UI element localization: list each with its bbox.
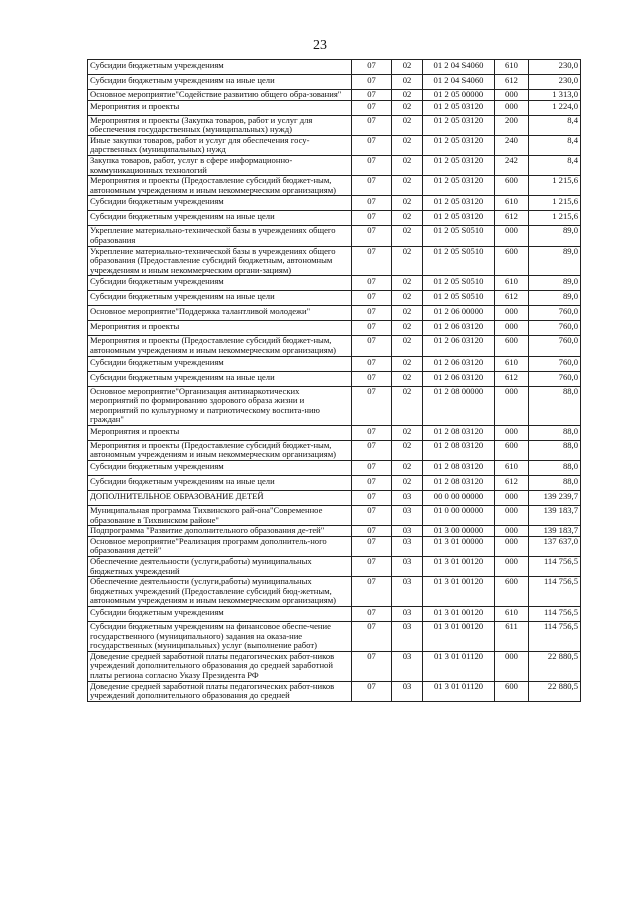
target-code-cell: 01 2 05 03120 xyxy=(423,211,495,226)
amount-cell: 139 239,7 xyxy=(529,491,581,506)
expense-type-cell: 610 xyxy=(495,607,529,622)
expense-type-cell: 000 xyxy=(495,306,529,321)
amount-cell: 1 224,0 xyxy=(529,100,581,115)
amount-cell: 88,0 xyxy=(529,386,581,425)
row-name-cell: Укрепление материально-технической базы в учреждениях общего образования xyxy=(88,226,352,246)
subsection-code-cell: 02 xyxy=(392,90,423,101)
row-name-cell: Субсидии бюджетным учреждениям на иные цели xyxy=(88,371,352,386)
section-code-cell: 07 xyxy=(352,135,392,155)
row-name-cell: Субсидии бюджетным учреждениям на иные цели xyxy=(88,75,352,90)
row-name-cell: Основное мероприятие"Реализация программ дополнитель-ного образования детей" xyxy=(88,536,352,556)
target-code-cell: 01 2 08 00000 xyxy=(423,386,495,425)
table-row xyxy=(88,476,581,491)
expense-type-cell: 612 xyxy=(495,476,529,491)
table-row xyxy=(88,115,581,135)
subsection-code-cell: 02 xyxy=(392,155,423,175)
subsection-code-cell: 02 xyxy=(392,226,423,246)
row-name-cell: Доведение средней заработной платы педагогических работ-ников учреждений дополнительного образования до средней заработной платы региона согласно Указу Президента РФ xyxy=(88,651,352,681)
amount-cell: 230,0 xyxy=(529,75,581,90)
table-row xyxy=(88,246,581,276)
section-code-cell: 07 xyxy=(352,246,392,276)
target-code-cell: 01 2 04 S4060 xyxy=(423,75,495,90)
amount-cell: 88,0 xyxy=(529,476,581,491)
section-code-cell: 07 xyxy=(352,476,392,491)
table-row xyxy=(88,90,581,101)
target-code-cell: 01 3 01 00120 xyxy=(423,557,495,577)
target-code-cell: 01 3 01 00120 xyxy=(423,607,495,622)
section-code-cell: 07 xyxy=(352,155,392,175)
subsection-code-cell: 03 xyxy=(392,491,423,506)
subsection-code-cell: 03 xyxy=(392,506,423,526)
amount-cell: 88,0 xyxy=(529,440,581,460)
row-name-cell: Подпрограмма "Развитие дополнительного образования де-тей" xyxy=(88,526,352,537)
section-code-cell: 07 xyxy=(352,291,392,306)
row-name-cell: Основное мероприятие"Поддержка талантливой молодежи" xyxy=(88,306,352,321)
expense-type-cell: 612 xyxy=(495,291,529,306)
subsection-code-cell: 02 xyxy=(392,336,423,356)
row-name-cell: Обеспечение деятельности (услуги,работы) муниципальных бюджетных учреждений xyxy=(88,557,352,577)
expense-type-cell: 000 xyxy=(495,321,529,336)
row-name-cell: Субсидии бюджетным учреждениям xyxy=(88,461,352,476)
target-code-cell: 01 2 05 00000 xyxy=(423,90,495,101)
row-name-cell: Субсидии бюджетным учреждениям xyxy=(88,196,352,211)
table-row xyxy=(88,622,581,652)
expense-type-cell: 600 xyxy=(495,577,529,607)
row-name-cell: Субсидии бюджетным учреждениям xyxy=(88,60,352,75)
section-code-cell: 07 xyxy=(352,306,392,321)
subsection-code-cell: 02 xyxy=(392,356,423,371)
target-code-cell: 01 2 08 03120 xyxy=(423,425,495,440)
amount-cell: 760,0 xyxy=(529,356,581,371)
row-name-cell: Мероприятия и проекты (Предоставление субсидий бюджет-ным, автономным учреждениям и иным некоммерческим организациям) xyxy=(88,336,352,356)
row-name-cell: Мероприятия и проекты (Предоставление субсидий бюджет-ным, автономным учреждениям и иным некоммерческим организациям) xyxy=(88,440,352,460)
subsection-code-cell: 03 xyxy=(392,526,423,537)
table-row xyxy=(88,336,581,356)
section-code-cell: 07 xyxy=(352,90,392,101)
amount-cell: 139 183,7 xyxy=(529,506,581,526)
table-row xyxy=(88,371,581,386)
amount-cell: 760,0 xyxy=(529,306,581,321)
target-code-cell: 01 2 05 03120 xyxy=(423,115,495,135)
table-row xyxy=(88,557,581,577)
table-row xyxy=(88,291,581,306)
expense-type-cell: 240 xyxy=(495,135,529,155)
table-row xyxy=(88,651,581,681)
amount-cell: 760,0 xyxy=(529,336,581,356)
expense-type-cell: 610 xyxy=(495,356,529,371)
expense-type-cell: 612 xyxy=(495,75,529,90)
amount-cell: 760,0 xyxy=(529,371,581,386)
row-name-cell: Закупка товаров, работ, услуг в сфере информационно-коммуникационных технологий xyxy=(88,155,352,175)
expense-type-cell: 600 xyxy=(495,176,529,196)
subsection-code-cell: 03 xyxy=(392,651,423,681)
target-code-cell: 01 0 00 00000 xyxy=(423,506,495,526)
table-row xyxy=(88,386,581,425)
subsection-code-cell: 02 xyxy=(392,211,423,226)
table-row xyxy=(88,356,581,371)
table-row xyxy=(88,440,581,460)
amount-cell: 230,0 xyxy=(529,60,581,75)
expense-type-cell: 610 xyxy=(495,461,529,476)
section-code-cell: 07 xyxy=(352,607,392,622)
table-row xyxy=(88,135,581,155)
expense-type-cell: 000 xyxy=(495,425,529,440)
budget-table xyxy=(87,59,581,702)
target-code-cell: 00 0 00 00000 xyxy=(423,491,495,506)
row-name-cell: Укрепление материально-технической базы в учреждениях общего образования (Предоставление субсидий бюджетным, автономным учреждениям и иным некоммерческим органи-зациям) xyxy=(88,246,352,276)
section-code-cell: 07 xyxy=(352,440,392,460)
amount-cell: 114 756,5 xyxy=(529,577,581,607)
target-code-cell: 01 2 04 S4060 xyxy=(423,60,495,75)
budget-table-body xyxy=(88,60,581,702)
amount-cell: 8,4 xyxy=(529,115,581,135)
subsection-code-cell: 03 xyxy=(392,577,423,607)
subsection-code-cell: 03 xyxy=(392,681,423,701)
row-name-cell: Мероприятия и проекты xyxy=(88,321,352,336)
amount-cell: 8,4 xyxy=(529,155,581,175)
section-code-cell: 07 xyxy=(352,356,392,371)
section-code-cell: 07 xyxy=(352,461,392,476)
target-code-cell: 01 3 01 00120 xyxy=(423,622,495,652)
table-row xyxy=(88,100,581,115)
section-code-cell: 07 xyxy=(352,681,392,701)
row-name-cell: Мероприятия и проекты (Предоставление субсидий бюджет-ным, автономным учреждениям и иным некоммерческим организациям) xyxy=(88,176,352,196)
amount-cell: 137 637,0 xyxy=(529,536,581,556)
subsection-code-cell: 02 xyxy=(392,306,423,321)
subsection-code-cell: 02 xyxy=(392,276,423,291)
section-code-cell: 07 xyxy=(352,651,392,681)
row-name-cell: Основное мероприятие"Содействие развитию общего обра-зования" xyxy=(88,90,352,101)
target-code-cell: 01 3 00 00000 xyxy=(423,526,495,537)
row-name-cell: Субсидии бюджетным учреждениям xyxy=(88,276,352,291)
expense-type-cell: 600 xyxy=(495,336,529,356)
section-code-cell: 07 xyxy=(352,115,392,135)
section-code-cell: 07 xyxy=(352,226,392,246)
table-row xyxy=(88,425,581,440)
target-code-cell: 01 2 05 03120 xyxy=(423,196,495,211)
amount-cell: 89,0 xyxy=(529,291,581,306)
table-row xyxy=(88,461,581,476)
table-row xyxy=(88,526,581,537)
expense-type-cell: 000 xyxy=(495,536,529,556)
subsection-code-cell: 02 xyxy=(392,60,423,75)
expense-type-cell: 200 xyxy=(495,115,529,135)
target-code-cell: 01 2 08 03120 xyxy=(423,461,495,476)
amount-cell: 1 215,6 xyxy=(529,211,581,226)
subsection-code-cell: 03 xyxy=(392,557,423,577)
expense-type-cell: 000 xyxy=(495,526,529,537)
expense-type-cell: 610 xyxy=(495,60,529,75)
expense-type-cell: 600 xyxy=(495,246,529,276)
target-code-cell: 01 2 05 03120 xyxy=(423,176,495,196)
section-code-cell: 07 xyxy=(352,321,392,336)
subsection-code-cell: 02 xyxy=(392,291,423,306)
section-code-cell: 07 xyxy=(352,491,392,506)
subsection-code-cell: 02 xyxy=(392,100,423,115)
amount-cell: 89,0 xyxy=(529,246,581,276)
table-row xyxy=(88,306,581,321)
target-code-cell: 01 3 01 01120 xyxy=(423,681,495,701)
subsection-code-cell: 02 xyxy=(392,115,423,135)
section-code-cell: 07 xyxy=(352,371,392,386)
expense-type-cell: 000 xyxy=(495,100,529,115)
amount-cell: 760,0 xyxy=(529,321,581,336)
target-code-cell: 01 2 06 03120 xyxy=(423,336,495,356)
target-code-cell: 01 2 06 03120 xyxy=(423,356,495,371)
subsection-code-cell: 02 xyxy=(392,371,423,386)
expense-type-cell: 611 xyxy=(495,622,529,652)
target-code-cell: 01 2 06 00000 xyxy=(423,306,495,321)
amount-cell: 1 215,6 xyxy=(529,176,581,196)
section-code-cell: 07 xyxy=(352,60,392,75)
section-code-cell: 07 xyxy=(352,211,392,226)
target-code-cell: 01 3 01 00000 xyxy=(423,536,495,556)
expense-type-cell: 612 xyxy=(495,371,529,386)
expense-type-cell: 610 xyxy=(495,276,529,291)
target-code-cell: 01 2 08 03120 xyxy=(423,476,495,491)
target-code-cell: 01 2 05 S0510 xyxy=(423,291,495,306)
subsection-code-cell: 02 xyxy=(392,246,423,276)
expense-type-cell: 000 xyxy=(495,90,529,101)
section-code-cell: 07 xyxy=(352,176,392,196)
expense-type-cell: 612 xyxy=(495,211,529,226)
row-name-cell: Муниципальная программа Тихвинского рай-она"Современное образование в Тихвинском районе" xyxy=(88,506,352,526)
expense-type-cell: 000 xyxy=(495,651,529,681)
amount-cell: 22 880,5 xyxy=(529,681,581,701)
row-name-cell: Субсидии бюджетным учреждениям xyxy=(88,607,352,622)
target-code-cell: 01 2 06 03120 xyxy=(423,321,495,336)
section-code-cell: 07 xyxy=(352,557,392,577)
row-name-cell: Субсидии бюджетным учреждениям на финансовое обеспе-чение государственного (муниципального) задания на оказа-ние государственных (муниципальных) услуг (выполнение работ) xyxy=(88,622,352,652)
table-row xyxy=(88,211,581,226)
amount-cell: 114 756,5 xyxy=(529,622,581,652)
expense-type-cell: 000 xyxy=(495,557,529,577)
section-code-cell: 07 xyxy=(352,100,392,115)
target-code-cell: 01 3 01 00120 xyxy=(423,577,495,607)
row-name-cell: Мероприятия и проекты xyxy=(88,100,352,115)
row-name-cell: Субсидии бюджетным учреждениям на иные цели xyxy=(88,291,352,306)
row-name-cell: Доведение средней заработной платы педагогических работ-ников учреждений дополнительного образования до средней xyxy=(88,681,352,701)
table-row xyxy=(88,176,581,196)
subsection-code-cell: 02 xyxy=(392,196,423,211)
target-code-cell: 01 2 05 S0510 xyxy=(423,276,495,291)
table-row xyxy=(88,276,581,291)
amount-cell: 89,0 xyxy=(529,276,581,291)
table-row xyxy=(88,607,581,622)
table-row xyxy=(88,491,581,506)
amount-cell: 139 183,7 xyxy=(529,526,581,537)
page-number: 23 xyxy=(313,38,327,53)
section-code-cell: 07 xyxy=(352,75,392,90)
amount-cell: 1 215,6 xyxy=(529,196,581,211)
amount-cell: 89,0 xyxy=(529,226,581,246)
target-code-cell: 01 2 05 03120 xyxy=(423,135,495,155)
table-row xyxy=(88,681,581,701)
expense-type-cell: 600 xyxy=(495,681,529,701)
target-code-cell: 01 2 05 S0510 xyxy=(423,226,495,246)
amount-cell: 1 313,0 xyxy=(529,90,581,101)
expense-type-cell: 000 xyxy=(495,506,529,526)
subsection-code-cell: 02 xyxy=(392,176,423,196)
subsection-code-cell: 02 xyxy=(392,75,423,90)
expense-type-cell: 000 xyxy=(495,386,529,425)
subsection-code-cell: 03 xyxy=(392,536,423,556)
target-code-cell: 01 2 08 03120 xyxy=(423,440,495,460)
target-code-cell: 01 2 05 03120 xyxy=(423,155,495,175)
expense-type-cell: 610 xyxy=(495,196,529,211)
expense-type-cell: 000 xyxy=(495,226,529,246)
row-name-cell: Субсидии бюджетным учреждениям xyxy=(88,356,352,371)
table-row xyxy=(88,196,581,211)
target-code-cell: 01 2 05 03120 xyxy=(423,100,495,115)
subsection-code-cell: 03 xyxy=(392,622,423,652)
amount-cell: 22 880,5 xyxy=(529,651,581,681)
target-code-cell: 01 2 05 S0510 xyxy=(423,246,495,276)
row-name-cell: ДОПОЛНИТЕЛЬНОЕ ОБРАЗОВАНИЕ ДЕТЕЙ xyxy=(88,491,352,506)
amount-cell: 8,4 xyxy=(529,135,581,155)
row-name-cell: Обеспечение деятельности (услуги,работы) муниципальных бюджетных учреждений (Предоставление субсидий бюд-жетным, автономным учреждениям и иным некоммерческим организациям) xyxy=(88,577,352,607)
section-code-cell: 07 xyxy=(352,425,392,440)
target-code-cell: 01 3 01 01120 xyxy=(423,651,495,681)
section-code-cell: 07 xyxy=(352,577,392,607)
row-name-cell: Субсидии бюджетным учреждениям на иные цели xyxy=(88,476,352,491)
subsection-code-cell: 02 xyxy=(392,425,423,440)
amount-cell: 88,0 xyxy=(529,425,581,440)
row-name-cell: Основное мероприятие"Организация антинаркотических мероприятий по формированию здорового образа жизни и мероприятий по культурному и патриотическому воспита-нию граждан" xyxy=(88,386,352,425)
subsection-code-cell: 03 xyxy=(392,607,423,622)
row-name-cell: Иные закупки товаров, работ и услуг для обеспечения госу-дарственных (муниципальных) нужд xyxy=(88,135,352,155)
subsection-code-cell: 02 xyxy=(392,321,423,336)
row-name-cell: Субсидии бюджетным учреждениям на иные цели xyxy=(88,211,352,226)
table-row xyxy=(88,60,581,75)
section-code-cell: 07 xyxy=(352,526,392,537)
expense-type-cell: 600 xyxy=(495,440,529,460)
amount-cell: 88,0 xyxy=(529,461,581,476)
subsection-code-cell: 02 xyxy=(392,476,423,491)
table-row xyxy=(88,155,581,175)
table-row xyxy=(88,536,581,556)
table-row xyxy=(88,506,581,526)
amount-cell: 114 756,5 xyxy=(529,607,581,622)
subsection-code-cell: 02 xyxy=(392,440,423,460)
section-code-cell: 07 xyxy=(352,386,392,425)
subsection-code-cell: 02 xyxy=(392,461,423,476)
section-code-cell: 07 xyxy=(352,276,392,291)
section-code-cell: 07 xyxy=(352,196,392,211)
amount-cell: 114 756,5 xyxy=(529,557,581,577)
row-name-cell: Мероприятия и проекты (Закупка товаров, работ и услуг для обеспечения государственных (муниципальных) нужд) xyxy=(88,115,352,135)
table-row xyxy=(88,321,581,336)
table-row xyxy=(88,226,581,246)
subsection-code-cell: 02 xyxy=(392,386,423,425)
expense-type-cell: 242 xyxy=(495,155,529,175)
table-row xyxy=(88,577,581,607)
table-row xyxy=(88,75,581,90)
section-code-cell: 07 xyxy=(352,336,392,356)
target-code-cell: 01 2 06 03120 xyxy=(423,371,495,386)
section-code-cell: 07 xyxy=(352,536,392,556)
row-name-cell: Мероприятия и проекты xyxy=(88,425,352,440)
section-code-cell: 07 xyxy=(352,622,392,652)
expense-type-cell: 000 xyxy=(495,491,529,506)
section-code-cell: 07 xyxy=(352,506,392,526)
subsection-code-cell: 02 xyxy=(392,135,423,155)
